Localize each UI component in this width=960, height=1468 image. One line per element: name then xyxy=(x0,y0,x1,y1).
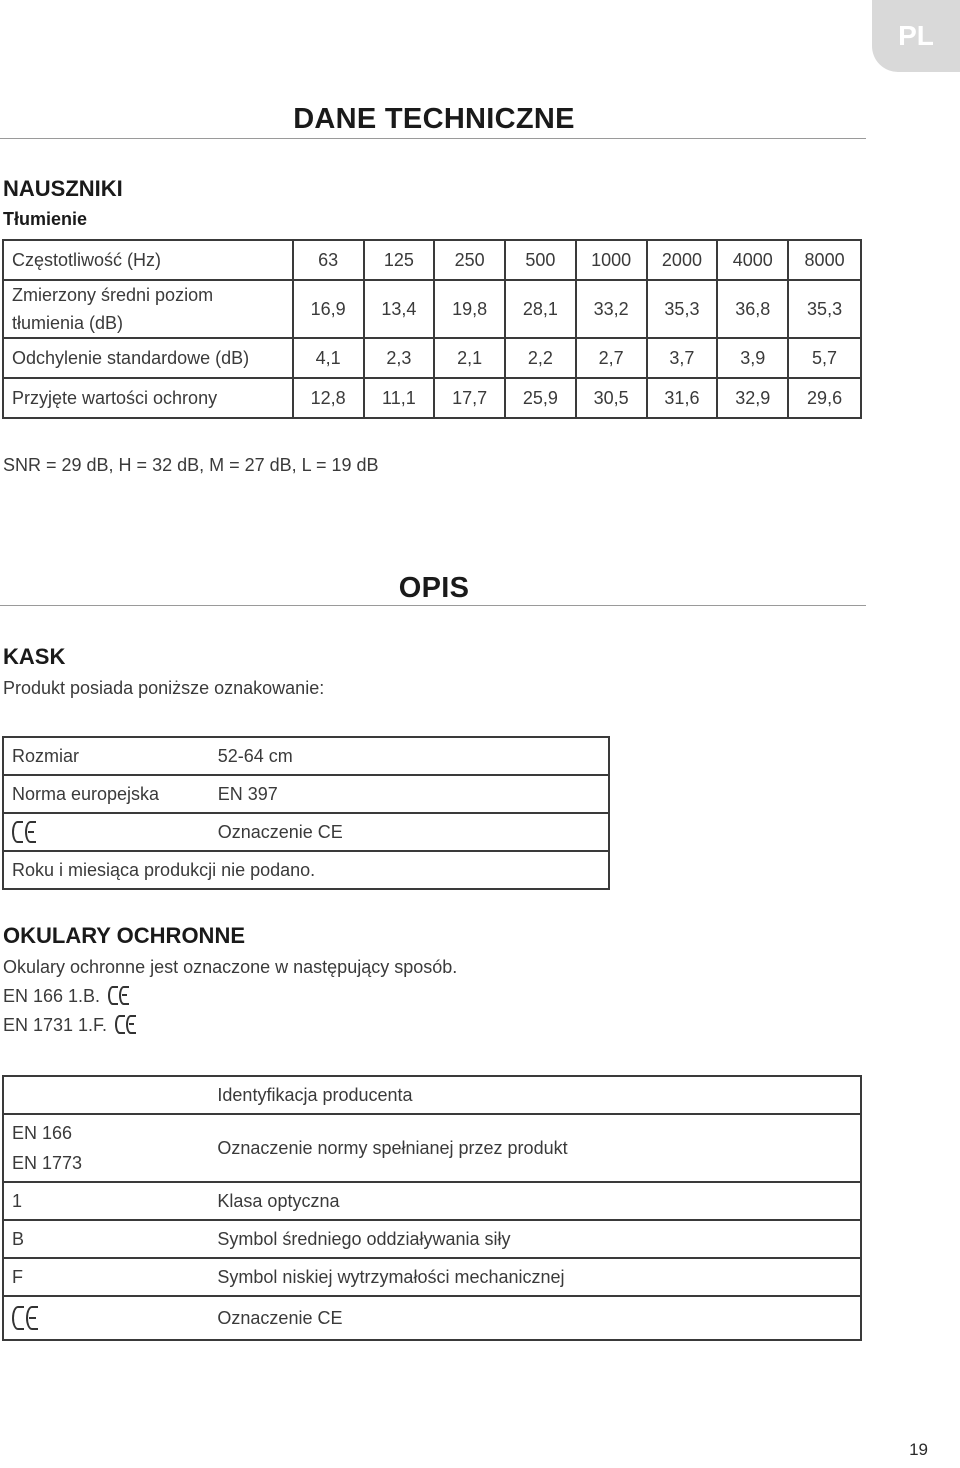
production-date-note: Roku i miesiąca produkcji nie podano. xyxy=(3,851,609,889)
row-label xyxy=(3,338,293,378)
medium-impact-desc: Symbol średniego oddziaływania siły xyxy=(209,1220,861,1258)
ce-desc: Oznaczenie CE xyxy=(209,1296,861,1340)
table-row xyxy=(3,1258,861,1296)
table-cell: 12,8 xyxy=(293,378,364,418)
section-title-description: OPIS xyxy=(398,572,470,604)
table-cell: 31,6 xyxy=(647,378,718,418)
section-title-technical-data: DANE TECHNICZNE xyxy=(293,103,575,135)
table-cell: 30,5 xyxy=(576,378,647,418)
language-tab: PL xyxy=(872,0,960,72)
glasses-mark-1-text: EN 166 1.B. xyxy=(3,986,101,1006)
heading-earmuffs: NAUSZNIKI xyxy=(3,176,123,201)
glasses-intro: Okulary ochronne jest oznaczone w następujący sposób. xyxy=(3,957,458,977)
table-cell: 3,7 xyxy=(647,338,718,378)
ce-cell xyxy=(3,813,210,851)
ce-mark-icon xyxy=(12,821,35,843)
norm-desc: Oznaczenie normy spełnianej przez produkt xyxy=(209,1114,861,1182)
table-cell: 16,9 xyxy=(293,280,364,338)
optical-code: 1 xyxy=(3,1182,209,1220)
table-row xyxy=(3,851,609,889)
helmet-marking-table xyxy=(2,736,610,890)
helmet-intro: Produkt posiada poniższe oznakowanie: xyxy=(3,678,325,698)
heading-safety-glasses: OKULARY OCHRONNE xyxy=(3,923,246,948)
norm-code-2: EN 1773 xyxy=(12,1153,83,1173)
table-row xyxy=(3,240,861,280)
table-cell: 2000 xyxy=(647,240,718,280)
table-cell: 17,7 xyxy=(434,378,505,418)
table-cell: 35,3 xyxy=(647,280,718,338)
ce-mark-icon xyxy=(12,1306,37,1330)
table-row xyxy=(3,280,861,338)
size-label: Rozmiar xyxy=(3,737,210,775)
section-divider xyxy=(0,605,866,606)
table-cell: 19,8 xyxy=(434,280,505,338)
row-label xyxy=(3,378,293,418)
table-row xyxy=(3,338,861,378)
table-cell: 4,1 xyxy=(293,338,364,378)
manufacturer-desc: Identyfikacja producenta xyxy=(209,1076,861,1114)
table-cell: 5,7 xyxy=(788,338,861,378)
table-cell: 125 xyxy=(364,240,435,280)
manufacturer-code xyxy=(3,1076,209,1114)
row-label-line: Odchylenie standardowe (dB) xyxy=(12,348,250,368)
section-divider xyxy=(0,138,866,139)
table-row xyxy=(3,813,609,851)
low-strength-code: F xyxy=(3,1258,209,1296)
table-row xyxy=(3,737,609,775)
table-row xyxy=(3,1076,861,1114)
table-cell: 2,7 xyxy=(576,338,647,378)
table-row xyxy=(3,1296,861,1340)
table-cell: 2,3 xyxy=(364,338,435,378)
table-row xyxy=(3,378,861,418)
table-cell: 11,1 xyxy=(364,378,435,418)
table-cell: 4000 xyxy=(717,240,788,280)
table-row xyxy=(3,775,609,813)
table-cell: 29,6 xyxy=(788,378,861,418)
table-cell: 36,8 xyxy=(717,280,788,338)
table-cell: 1000 xyxy=(576,240,647,280)
page-number: 19 xyxy=(909,1440,928,1459)
table-cell: 8000 xyxy=(788,240,861,280)
table-cell: 33,2 xyxy=(576,280,647,338)
table-row xyxy=(3,1114,861,1182)
table-cell: 35,3 xyxy=(788,280,861,338)
norm-code-1: EN 166 xyxy=(12,1123,73,1143)
row-label-line: Częstotliwość (Hz) xyxy=(12,250,162,270)
table-cell: 28,1 xyxy=(505,280,576,338)
table-cell: 3,9 xyxy=(717,338,788,378)
subheading-attenuation: Tłumienie xyxy=(3,209,88,229)
table-cell: 32,9 xyxy=(717,378,788,418)
table-cell: 500 xyxy=(505,240,576,280)
row-label xyxy=(3,240,293,280)
low-strength-desc: Symbol niskiej wytrzymałości mechanicznej xyxy=(209,1258,861,1296)
table-cell: 63 xyxy=(293,240,364,280)
heading-helmet: KASK xyxy=(3,644,66,669)
ce-cell xyxy=(3,1296,209,1340)
norm-codes xyxy=(3,1114,209,1182)
table-cell: 2,2 xyxy=(505,338,576,378)
medium-impact-code: B xyxy=(3,1220,209,1258)
glasses-mark-1 xyxy=(3,986,128,1007)
table-cell: 13,4 xyxy=(364,280,435,338)
table-cell: 25,9 xyxy=(505,378,576,418)
glasses-marking-table xyxy=(2,1075,862,1341)
glasses-mark-2-text: EN 1731 1.F. xyxy=(3,1015,108,1035)
row-label xyxy=(3,280,293,338)
ce-mark-icon xyxy=(115,1015,135,1034)
snr-values: SNR = 29 dB, H = 32 dB, M = 27 dB, L = 19 dB xyxy=(3,455,379,475)
row-label-line: Zmierzony średni poziom xyxy=(12,285,214,305)
norm-label: Norma europejska xyxy=(3,775,210,813)
attenuation-table xyxy=(2,239,862,419)
table-cell: 250 xyxy=(434,240,505,280)
table-cell: 2,1 xyxy=(434,338,505,378)
table-row xyxy=(3,1220,861,1258)
size-value: 52-64 cm xyxy=(210,737,609,775)
row-label-line: tłumienia (dB) xyxy=(12,313,124,333)
ce-mark-icon xyxy=(108,986,128,1005)
row-label-line: Przyjęte wartości ochrony xyxy=(12,388,218,408)
glasses-mark-2 xyxy=(3,1015,135,1036)
table-row xyxy=(3,1182,861,1220)
norm-value: EN 397 xyxy=(210,775,609,813)
ce-value: Oznaczenie CE xyxy=(210,813,609,851)
optical-desc: Klasa optyczna xyxy=(209,1182,861,1220)
